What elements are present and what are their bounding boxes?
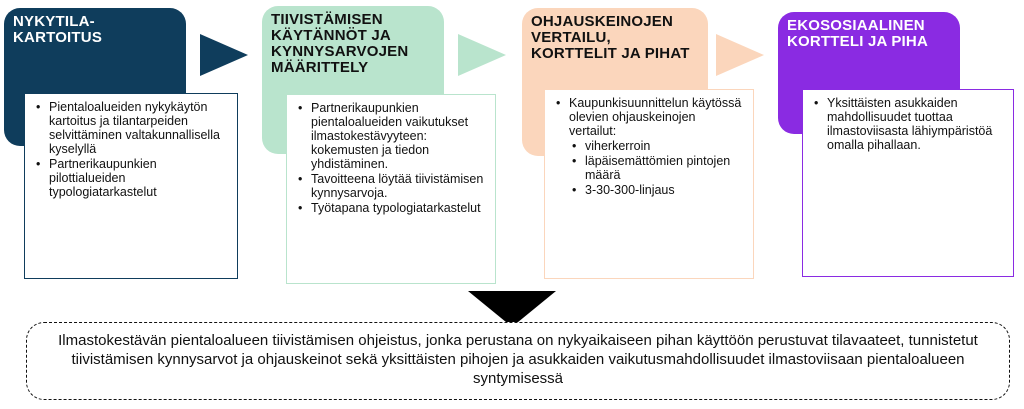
sub-bullet-item: • viherkerroin — [585, 139, 745, 153]
step-4-box — [802, 89, 1014, 277]
bullet-item: • Tavoitteena löytää tiivistämisen kynnysarvoja. — [311, 172, 487, 200]
step-3-title-line: OHJAUSKEINOJEN — [531, 13, 673, 30]
step-3-bullet-list — [553, 96, 745, 197]
step-3-box — [544, 89, 754, 279]
sub-bullet-list — [569, 139, 745, 197]
bullet-item: • Yksittäisten asukkaiden mahdollisuudet tuottaa ilmastoviisasta lähiympäristöä omalla pihallaan. — [827, 96, 1005, 152]
right-arrow-icon — [458, 34, 506, 76]
right-arrow-icon — [716, 34, 764, 76]
conclusion-text: Ilmastokestävän pientaloalueen tiivistämisen ohjeistus, jonka perustana on nykyaikaiseen pihan käyttöön perustuvat tilavaateet, tunnistetut tiivistämisen kynnysarvot ja ohjauskeinot sekä yksittäisten pihojen ja asukkaiden vaikutusmahdollisuudet ilmastoviisaan pientaloalueen syntymisessä — [58, 332, 978, 387]
step-4-title-line: KORTTELI JA PIHA — [787, 33, 928, 50]
step-2-title-line: KYNNYSARVOJEN — [271, 43, 409, 60]
step-1-title-line: NYKYTILA- — [13, 13, 95, 30]
step-1-box — [24, 93, 238, 279]
step-4-title-line: EKOSOSIAALINEN — [787, 17, 925, 34]
right-arrow-icon — [200, 34, 248, 76]
step-2-bullet-list — [295, 101, 487, 215]
bullet-item — [569, 96, 745, 197]
step-4-bullet-list — [811, 96, 1005, 152]
bullet-item: • Partnerikaupunkien pientaloalueiden vaikutukset ilmastokestävyyteen: kokemusten ja tiedon yhdistäminen. — [311, 101, 487, 171]
step-3-title-line: VERTAILU, — [531, 29, 611, 46]
step-2-title-line: MÄÄRITTELY — [271, 59, 369, 76]
bullet-item-text: Kaupunkisuunnittelun käytössä olevien ohjauskeinojen vertailut: — [569, 96, 742, 138]
bullet-item: • Partnerikaupunkien pilottialueiden typologiatarkastelut — [49, 157, 229, 199]
bullet-item: • Työtapana typologiatarkastelut — [311, 201, 487, 215]
step-1-title-line: KARTOITUS — [13, 29, 103, 46]
step-2-box — [286, 94, 496, 284]
step-2-title-line: KÄYTÄNNÖT JA — [271, 27, 391, 44]
step-1-bullet-list — [33, 100, 229, 199]
bullet-item: • Pientaloalueiden nykykäytön kartoitus ja tilantarpeiden selvittäminen valtakunnallisella kyselyllä — [49, 100, 229, 156]
sub-bullet-item: • 3-30-300-linjaus — [585, 183, 745, 197]
step-2-title-line: TIIVISTÄMISEN — [271, 11, 383, 28]
conclusion-box — [26, 322, 1010, 400]
step-3-title-line: KORTTELIT JA PIHAT — [531, 45, 690, 62]
sub-bullet-item: • läpäisemättömien pintojen määrä — [585, 154, 745, 182]
